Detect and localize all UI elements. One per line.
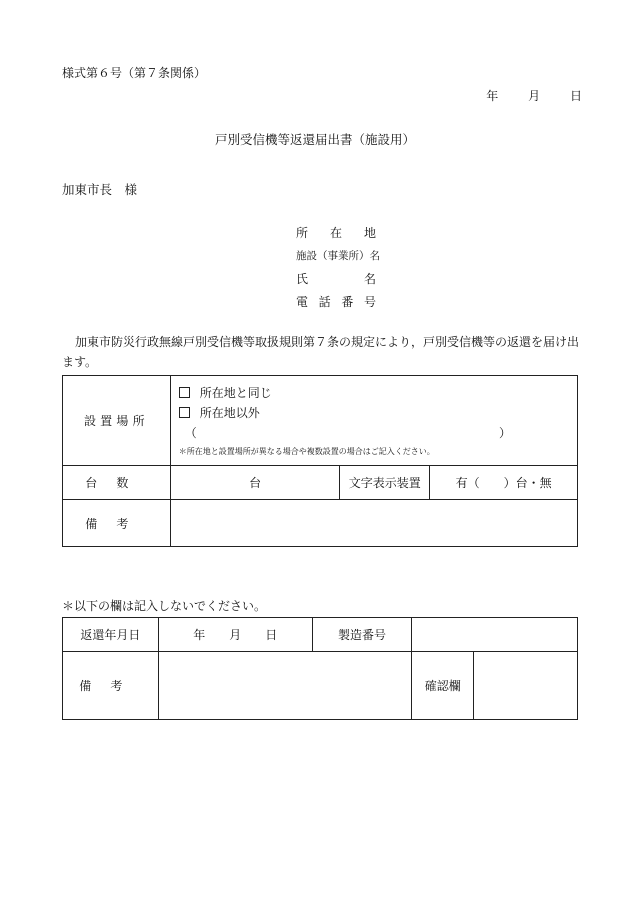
body-text: 加東市防災行政無線戸別受信機等取扱規則第７条の規定により，戸別受信機等の返還を届け出ます。: [62, 335, 580, 369]
count-input-cell[interactable]: 台: [170, 466, 340, 500]
checkbox-same-icon[interactable]: [179, 387, 190, 398]
return-date-label: 返還年月日: [63, 618, 159, 652]
field-address-label: 所在地: [296, 226, 376, 240]
location-label: 設置場所: [63, 376, 171, 466]
count-label: 台数: [63, 466, 171, 500]
date-year: 年: [486, 89, 499, 103]
date-line: [486, 87, 582, 104]
option-same-row[interactable]: [179, 383, 569, 403]
confirm-label: 確認欄: [412, 652, 474, 720]
serial-number-label: 製造番号: [312, 618, 412, 652]
office-remarks-label: 備考: [63, 652, 159, 720]
serial-number-cell: [412, 618, 578, 652]
date-day: 日: [569, 89, 582, 103]
remarks-label: 備考: [63, 500, 171, 547]
option-other-row[interactable]: [179, 403, 569, 423]
location-note: ＊所在地と設置場所が異なる場合や複数設置の場合はご記入ください。: [178, 446, 435, 456]
form-number-label: 様式第６号（第７条関係）: [62, 66, 207, 80]
applicant-fields: [296, 222, 380, 314]
location-input-line[interactable]: [179, 423, 569, 443]
office-use-notice: ＊以下の欄は記入しないでください。: [62, 599, 267, 613]
checkbox-other-icon[interactable]: [179, 407, 190, 418]
option-same-label: 所在地と同じ: [199, 385, 272, 400]
return-details-table: [62, 375, 578, 547]
paren-close: ）: [498, 425, 511, 440]
addressee: 加東市長 様: [62, 182, 138, 197]
office-remarks-cell: [158, 652, 412, 720]
text-display-value[interactable]: 有（ ）台・無: [430, 466, 578, 500]
date-month: 月: [528, 89, 541, 103]
paren-open: （: [184, 425, 197, 440]
office-use-table: [62, 617, 578, 720]
text-display-label: 文字表示装置: [340, 466, 430, 500]
return-date-value: 年 月 日: [158, 618, 312, 652]
field-facility-label: 施設（事業所）名: [296, 250, 380, 262]
field-phone-label: 電話番号: [296, 295, 376, 309]
location-cell: [170, 376, 577, 466]
confirm-cell: [474, 652, 578, 720]
document-title: 戸別受信機等返還届出書（施設用）: [214, 132, 415, 147]
remarks-input-cell[interactable]: [170, 500, 577, 547]
field-name-label: 氏名: [296, 272, 376, 286]
option-other-label: 所在地以外: [199, 405, 260, 420]
